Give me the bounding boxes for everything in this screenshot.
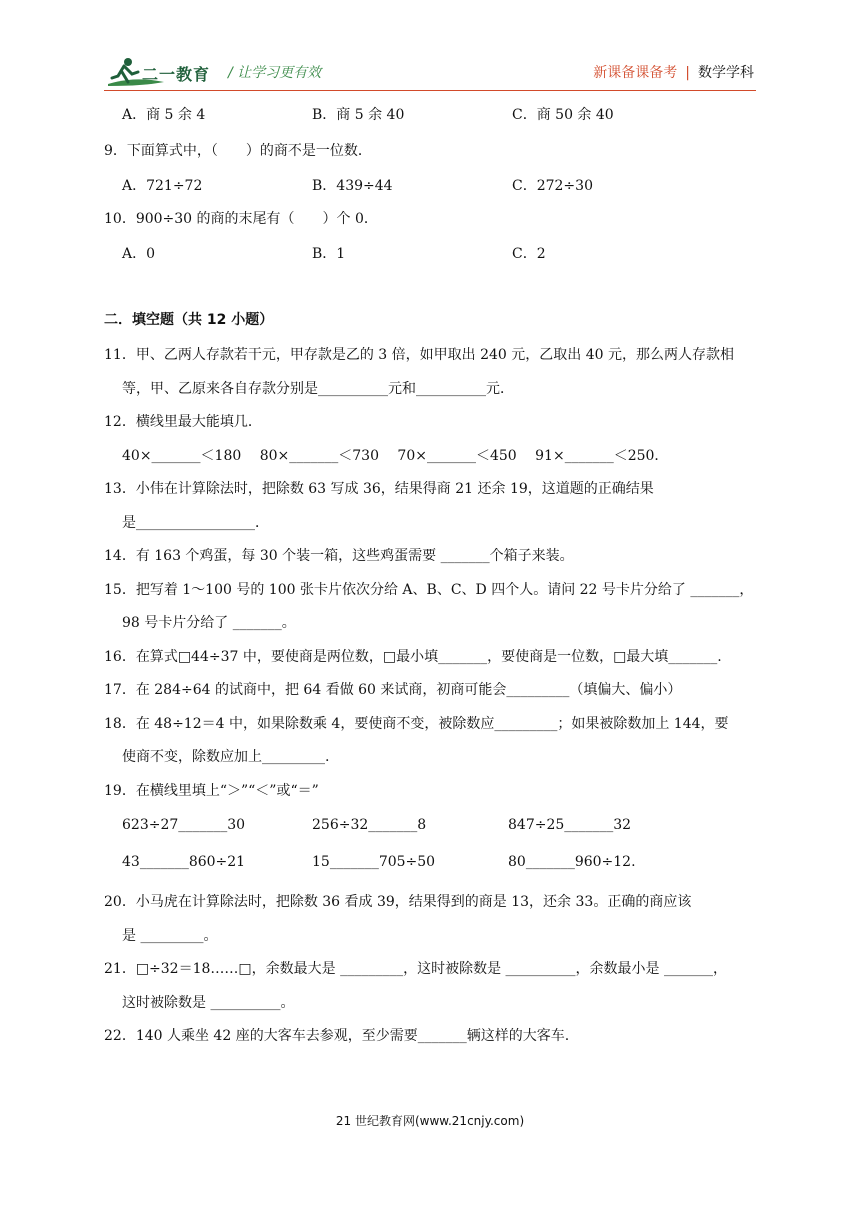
q22: 22．140 人乘坐 42 座的大客车去参观，至少需要_______辆这样的大客车. (104, 1028, 570, 1044)
compare-item: 847÷25_______32 (508, 817, 632, 833)
option-a: A．商 5 余 4 (122, 107, 206, 123)
q10-stem: 10．900÷30 的商的末尾有（ ）个 0． (104, 211, 378, 227)
page-footer: 21 世纪教育网(www.21cnjy.com) (335, 1114, 525, 1128)
header-divider (104, 90, 756, 91)
compare-item: 43_______860÷21 (122, 854, 246, 870)
q13-line1: 13．小伟在计算除法时，把除数 63 写成 36，结果得商 21 还余 19，这道题的正确结果 (104, 481, 654, 497)
q18-line2: 使商不变，除数应加上_________. (122, 749, 330, 765)
compare-item: 15_______705÷50 (312, 854, 436, 870)
q19-stem: 19．在横线里填上“＞”“＜”或“＝” (104, 783, 319, 799)
q21-line2: 这时被除数是 __________。 (122, 995, 295, 1011)
compare-item: 80_______960÷12. (508, 854, 636, 870)
q16: 16．在算式□44÷37 中，要使商是两位数，□最小填_______，要使商是一位数，□最大填_______. (104, 649, 722, 665)
compare-item: 256÷32_______8 (312, 817, 427, 833)
compare-item: 623÷27_______30 (122, 817, 246, 833)
option-a: A．721÷72 (122, 178, 203, 194)
q12-line1: 12．横线里最大能填几． (104, 414, 262, 430)
q15-line1: 15．把写着 1～100 号的 100 张卡片依次分给 A、B、C、D 四个人。请问 22 号卡片分给了 _______， (104, 582, 754, 598)
q12-line2: 40×_______＜180 80×_______＜730 70×_______＜450 91×_______＜250． (122, 448, 669, 464)
header-right (593, 62, 754, 82)
q18-line1: 18．在 48÷12＝4 中，如果除数乘 4，要使商不变，被除数应_________；如果被除数加上 144，要 (104, 716, 729, 732)
logo-text: 二一教育 (142, 65, 211, 84)
section-title: 二．填空题（共 12 小题） (104, 312, 274, 328)
q13-line2: 是_________________． (122, 515, 269, 531)
option-b: B．1 (312, 246, 346, 262)
option-b: B．439÷44 (312, 178, 393, 194)
q17: 17．在 284÷64 的试商中，把 64 看做 60 来试商，初商可能会_________（填偏大、偏小） (104, 682, 682, 698)
q11-line2: 等，甲、乙原来各自存款分别是__________元和__________元． (122, 381, 514, 397)
q11-line1: 11．甲、乙两人存款若干元，甲存款是乙的 3 倍，如甲取出 240 元，乙取出 40 元，那么两人存款相 (104, 347, 734, 363)
option-a: A．0 (122, 246, 156, 262)
header-separator: | (685, 65, 690, 81)
q20-line2: 是 _________。 (122, 928, 218, 944)
header-subject-label: 数学学科 (698, 65, 754, 81)
option-c: C．272÷30 (512, 178, 593, 194)
page-header (0, 0, 860, 100)
q14: 14．有 163 个鸡蛋，每 30 个装一箱，这些鸡蛋需要 _______个箱子来装。 (104, 548, 574, 564)
slogan: / 让学习更有效 (228, 65, 322, 81)
q21-line1: 21．□÷32＝18……□，余数最大是 _________，这时被除数是 __________，余数最小是 _______， (104, 961, 727, 977)
option-b: B．商 5 余 40 (312, 107, 405, 123)
q15-line2: 98 号卡片分给了 _______。 (122, 615, 296, 631)
header-course-label: 新课备课备考 (593, 65, 678, 81)
q20-line1: 20．小马虎在计算除法时，把除数 36 看成 39，结果得到的商是 13，还余 33。正确的商应该 (104, 894, 692, 910)
option-c: C．2 (512, 246, 546, 262)
q9-stem: 9．下面算式中，（ ）的商不是一位数． (104, 143, 372, 159)
option-c: C．商 50 余 40 (512, 107, 614, 123)
